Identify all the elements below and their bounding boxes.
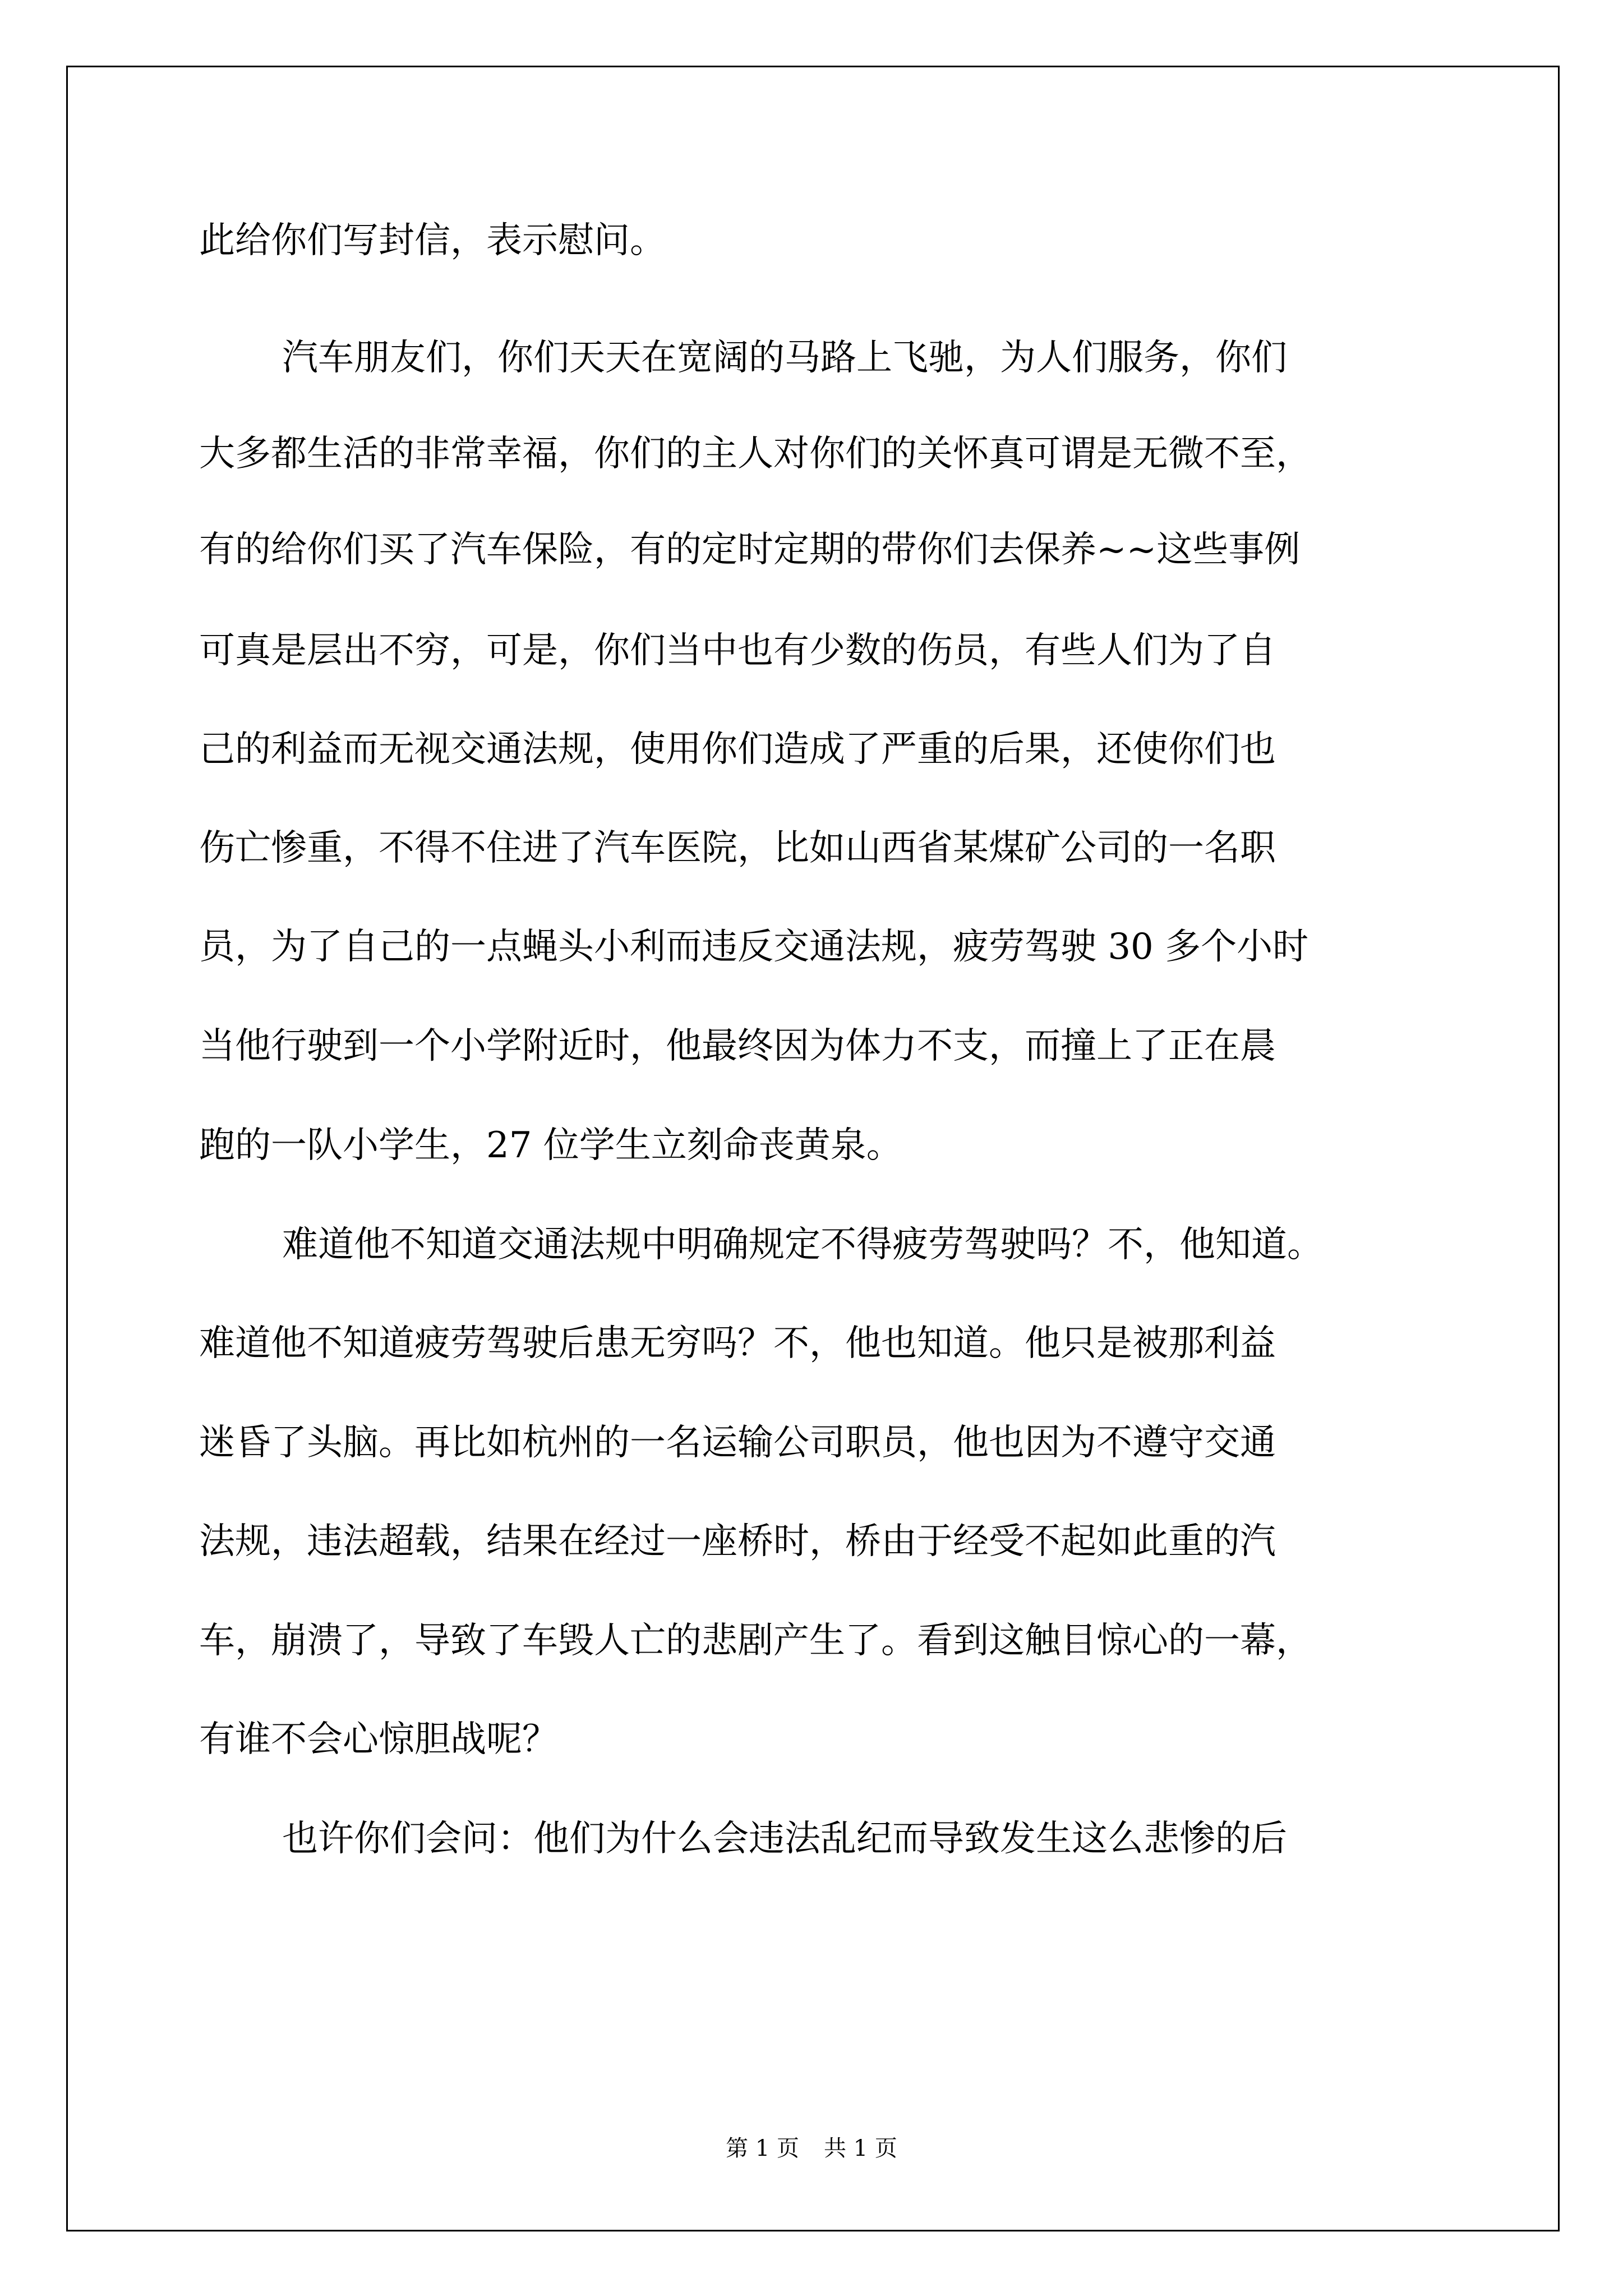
text-line-10: 跑的一队小学生，27 位学生立刻命丧黄泉。 <box>199 1125 902 1166</box>
paragraph-start-line: 也许你们会问：他们为什么会违法乱纪而导致发生这么悲惨的后 <box>282 1818 1287 1860</box>
text-line-8: 员，为了自己的一点蝇头小利而违反交通法规，疲劳驾驶 30 多个小时 <box>199 926 1309 968</box>
paragraph-start-line: 汽车朋友们，你们天天在宽阔的马路上飞驰，为人们服务，你们 <box>282 337 1287 379</box>
text-line-14: 法规，违法超载，结果在经过一座桥时，桥由于经受不起如此重的汽 <box>199 1521 1276 1562</box>
text-line-15: 车，崩溃了，导致了车毁人亡的悲剧产生了。看到这触目惊心的一幕， <box>199 1620 1312 1662</box>
page-number: 第 1 页 <box>726 2136 799 2161</box>
text-line-16: 有谁不会心惊胆战呢？ <box>199 1719 558 1760</box>
paragraph-start-line: 难道他不知道交通法规中明确规定不得疲劳驾驶吗？不，他知道。 <box>282 1224 1323 1266</box>
text-line-13: 迷昏了头脑。再比如杭州的一名运输公司职员，他也因为不遵守交通 <box>199 1422 1276 1464</box>
page-footer <box>0 2134 1623 2162</box>
text-line-6: 己的利益而无视交通法规，使用你们造成了严重的后果，还使你们也 <box>199 729 1276 770</box>
text-line-4: 有的给你们买了汽车保险，有的定时定期的带你们去保养~~这些事例 <box>199 529 1301 570</box>
text-line-1: 此给你们写封信，表示慰问。 <box>199 220 666 261</box>
text-line-12: 难道他不知道疲劳驾驶后患无穷吗？不，他也知道。他只是被那利益 <box>199 1323 1276 1364</box>
page-total: 共 1 页 <box>824 2136 897 2161</box>
text-line-5: 可真是层出不穷，可是，你们当中也有少数的伤员，有些人们为了自 <box>199 630 1276 671</box>
text-line-9: 当他行驶到一个小学附近时，他最终因为体力不支，而撞上了正在晨 <box>199 1025 1276 1067</box>
text-line-3: 大多都生活的非常幸福，你们的主人对你们的关怀真可谓是无微不至， <box>199 433 1312 475</box>
text-line-7: 伤亡惨重，不得不住进了汽车医院，比如山西省某煤矿公司的一名职 <box>199 827 1276 869</box>
